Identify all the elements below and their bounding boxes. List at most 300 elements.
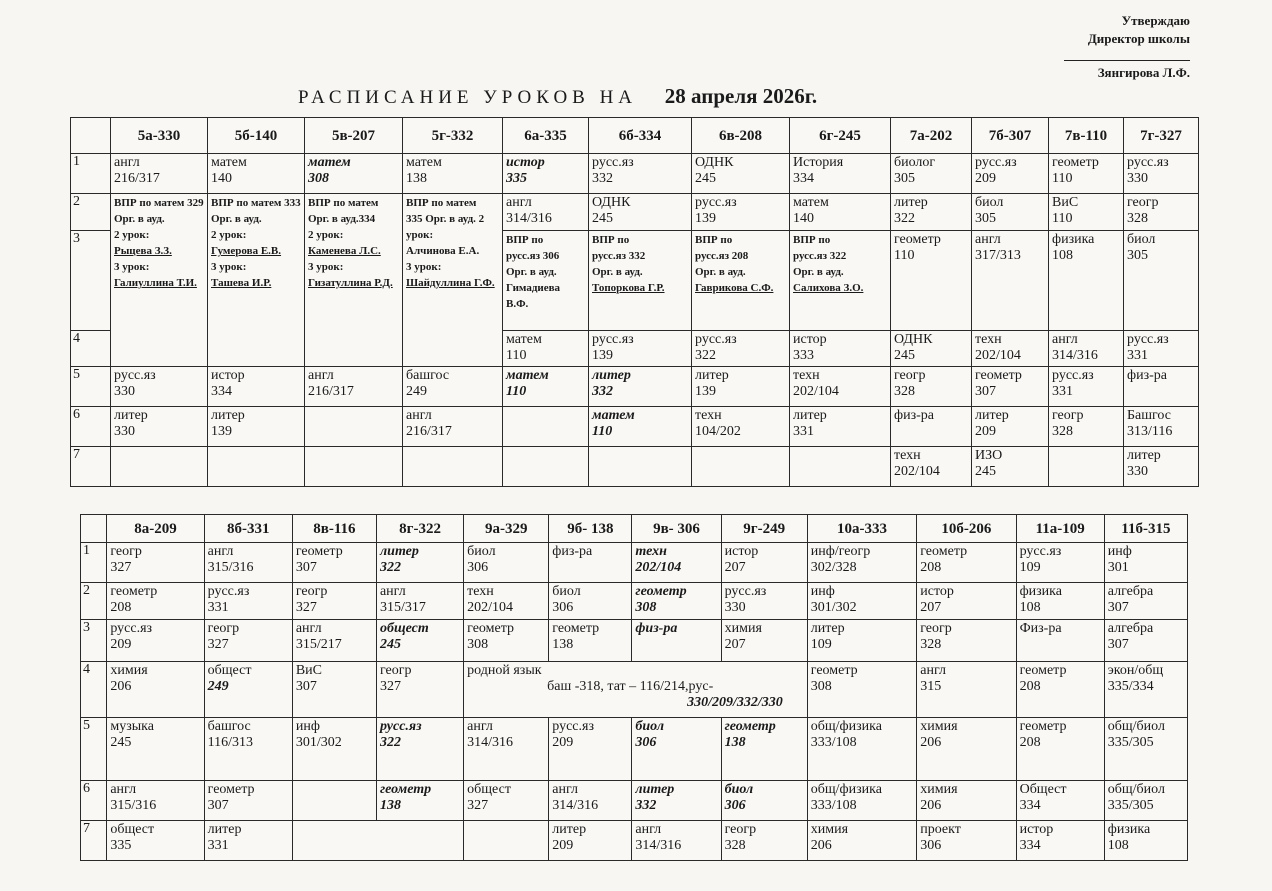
cell-text: геометр (975, 368, 1022, 383)
cell-text: биол (467, 544, 496, 559)
cell-text: 305 (975, 211, 996, 226)
vpr-line: Гимадиева В.Ф. (506, 282, 561, 310)
table-row (81, 781, 1188, 821)
lesson-cell (503, 331, 589, 367)
cell-text: 6 (83, 781, 90, 796)
lesson-cell (107, 718, 204, 781)
lesson-cell (107, 781, 204, 821)
cell-text: 301 (1107, 560, 1129, 575)
cell-text: 315/316 (207, 560, 254, 575)
class-header: 7б-307 (972, 118, 1049, 154)
vpr-cell (790, 231, 891, 331)
cell-text: 301/302 (295, 735, 342, 750)
lesson-cell (632, 583, 721, 620)
lesson-cell (917, 662, 1016, 718)
lesson-cell (204, 781, 292, 821)
table-row (81, 543, 1188, 583)
cell-text: англ (295, 621, 322, 636)
cell-text: истор (1019, 822, 1054, 837)
lesson-number (81, 821, 107, 861)
cell-text: 301/302 (810, 600, 857, 615)
lesson-cell (107, 620, 204, 662)
cell-text: 335 (506, 171, 527, 186)
cell-text: 245 (592, 211, 613, 226)
cell-text: Башгос (1127, 408, 1171, 423)
lesson-number (81, 718, 107, 781)
cell-text: геометр (552, 621, 600, 636)
cell-text: алгебра (1107, 621, 1154, 636)
cell-text: англ (207, 544, 234, 559)
cell-text: 332 (592, 384, 613, 399)
vpr-line: ВПР по матем (406, 197, 477, 209)
cell-text: геогр (110, 544, 142, 559)
cell-text: матем (506, 368, 549, 383)
cell-text: англ (635, 822, 662, 837)
cell-text: 306 (635, 735, 657, 750)
cell-text: 5 (83, 718, 90, 733)
lesson-cell (403, 154, 503, 194)
lesson-cell (807, 662, 916, 718)
vpr-line: Ташева И.Р. (211, 277, 272, 289)
cell-text: русс.яз (695, 332, 737, 347)
cell-text: 202/104 (635, 560, 682, 575)
lesson-cell (549, 781, 632, 821)
cell-text: литер (810, 621, 845, 636)
cell-text: геогр (724, 822, 757, 837)
cell-text: биол (975, 195, 1004, 210)
lesson-cell (917, 543, 1016, 583)
cell-text: англ (308, 368, 334, 383)
cell-text: 330 (114, 384, 135, 399)
cell-text: геогр (207, 621, 240, 636)
class-header: 5а-330 (111, 118, 208, 154)
class-header: 9б- 138 (549, 515, 632, 543)
schedule-table-5-7 (70, 117, 1199, 487)
cell-text: истор (793, 332, 827, 347)
lesson-cell (464, 718, 549, 781)
cell-text: 314/316 (635, 838, 682, 853)
corner-cell (71, 118, 111, 154)
cell-text: 308 (308, 171, 329, 186)
cell-text: 334 (793, 171, 814, 186)
lesson-cell (111, 154, 208, 194)
vpr-line: ВПР по (793, 234, 831, 246)
cell-text: 209 (975, 424, 996, 439)
lesson-cell (721, 583, 807, 620)
cell-text: 245 (110, 735, 132, 750)
cell-text: 313/116 (1127, 424, 1173, 439)
cell-text: русс.яз (114, 368, 156, 383)
cell-text: русс.яз (1127, 332, 1169, 347)
cell-text: 327 (379, 679, 401, 694)
cell-text: 245 (894, 348, 915, 363)
lesson-cell (464, 620, 549, 662)
lesson-cell (721, 781, 807, 821)
cell-text: 331 (207, 838, 229, 853)
lesson-cell (111, 447, 208, 487)
vpr-line: 3 урок: (211, 261, 247, 273)
cell-text: матем (793, 195, 829, 210)
vpr-line: Каменева Л.С. (308, 245, 381, 257)
cell-text: русс.яз (1127, 155, 1169, 170)
cell-text: общ/биол (1107, 719, 1165, 734)
cell-text: 206 (920, 798, 942, 813)
cell-text: 116/313 (207, 735, 254, 750)
lesson-cell (807, 821, 916, 861)
lesson-cell (111, 367, 208, 407)
cell-text: 305 (1127, 248, 1148, 263)
cell-text: 335/334 (1107, 679, 1154, 694)
cell-text: геометр (110, 584, 158, 599)
lesson-number (81, 620, 107, 662)
lesson-cell (1104, 821, 1187, 861)
cell-text: техн (467, 584, 494, 599)
cell-text: геометр (379, 782, 432, 797)
lesson-cell (891, 231, 972, 331)
vpr-line: русс.яз 322 (793, 250, 847, 262)
class-header: 5б-140 (208, 118, 305, 154)
cell-text: литер (1127, 448, 1161, 463)
lesson-cell (917, 583, 1016, 620)
cell-text: 140 (211, 171, 232, 186)
cell-text: 315/217 (295, 637, 342, 652)
cell-text: 328 (724, 838, 746, 853)
cell-text: химия (920, 782, 958, 797)
cell-text: 333/108 (810, 798, 857, 813)
cell-text: башгос (406, 368, 450, 383)
vpr-line: ВПР по матем 333 (211, 197, 301, 209)
lesson-cell (107, 543, 204, 583)
cell-text: матем (308, 155, 351, 170)
cell-text: 209 (110, 637, 132, 652)
cell-text: алгебра (1107, 584, 1154, 599)
cell-text: биол (1127, 232, 1156, 247)
cell-text: 335/305 (1107, 798, 1154, 813)
lesson-cell (1104, 718, 1187, 781)
approval-line1: Утверждаю (1121, 13, 1190, 28)
cell-text: англ (506, 195, 532, 210)
table-row (71, 154, 1199, 194)
lesson-cell (292, 543, 376, 583)
cell-text: 327 (467, 798, 489, 813)
cell-text: русс.яз (379, 719, 422, 734)
table-row (81, 620, 1188, 662)
cell-text: 245 (695, 171, 716, 186)
class-header: 8б-331 (204, 515, 292, 543)
lesson-cell (891, 194, 972, 231)
class-header: 6г-245 (790, 118, 891, 154)
cell-text: 307 (1107, 600, 1129, 615)
cell-text: англ (1052, 332, 1078, 347)
cell-text: инф (1107, 544, 1132, 559)
table-row (71, 367, 1199, 407)
cell-text: русс.яз (975, 155, 1017, 170)
lesson-cell (376, 543, 463, 583)
cell-text: 249 (406, 384, 427, 399)
cell-text: 333 (793, 348, 814, 363)
lesson-cell (891, 407, 972, 447)
cell-text: геогр (894, 368, 926, 383)
cell-text: 207 (724, 560, 746, 575)
cell-text: техн (793, 368, 820, 383)
cell-text: геометр (1019, 663, 1067, 678)
lesson-cell (1124, 407, 1199, 447)
vpr-line: Галиуллина Т.И. (114, 277, 197, 289)
vpr-cell (208, 194, 305, 367)
cell-text: 216/317 (114, 171, 160, 186)
lesson-cell (589, 407, 692, 447)
cell-text: 328 (894, 384, 915, 399)
lesson-cell (1124, 231, 1199, 331)
lesson-cell (1124, 367, 1199, 407)
cell-text: 314/316 (506, 211, 552, 226)
table-row (81, 821, 1188, 861)
cell-text: 322 (894, 211, 915, 226)
lesson-cell (972, 367, 1049, 407)
cell-text: 108 (1052, 248, 1073, 263)
cell-text: 1 (83, 543, 90, 558)
class-header: 5г-332 (403, 118, 503, 154)
cell-text: техн (695, 408, 722, 423)
lesson-cell (403, 447, 503, 487)
table-row (81, 662, 1188, 718)
cell-text: 206 (110, 679, 132, 694)
class-header: 10а-333 (807, 515, 916, 543)
cell-text: литер (592, 368, 631, 383)
cell-text: 202/104 (467, 600, 514, 615)
cell-text: 245 (379, 637, 401, 652)
vpr-line: ВПР по матем (308, 197, 379, 209)
cell-text: 110 (506, 384, 527, 399)
lesson-cell (292, 821, 463, 861)
lesson-cell (376, 781, 463, 821)
cell-text: 139 (695, 211, 716, 226)
vpr-line: Орг. в ауд. (114, 213, 165, 225)
cell-text: 140 (793, 211, 814, 226)
cell-text: 335/305 (1107, 735, 1154, 750)
class-header: 7а-202 (891, 118, 972, 154)
cell-text: 307 (975, 384, 996, 399)
lesson-number: 4 (81, 662, 107, 718)
cell-text: 305 (894, 171, 915, 186)
lesson-cell (376, 718, 463, 781)
cell-text: 207 (920, 600, 942, 615)
lesson-cell (503, 447, 589, 487)
lesson-cell (503, 407, 589, 447)
lesson-cell (292, 718, 376, 781)
cell-text: 139 (695, 384, 716, 399)
director-name: Зянгирова Л.Ф. (1097, 65, 1190, 80)
lesson-number (71, 154, 111, 194)
cell-text: 306 (724, 798, 746, 813)
lesson-cell (1049, 194, 1124, 231)
cell-text: геогр (1052, 408, 1084, 423)
lesson-cell (107, 662, 204, 718)
cell-text: 110 (894, 248, 915, 263)
lesson-cell (692, 331, 790, 367)
cell-text: истор (724, 544, 759, 559)
class-header: 9г-249 (721, 515, 807, 543)
cell-text: 317/313 (975, 248, 1021, 263)
cell-text: матем (592, 408, 635, 423)
lesson-cell (972, 231, 1049, 331)
lesson-cell (589, 447, 692, 487)
cell-text: геометр (1052, 155, 1099, 170)
lesson-cell (549, 583, 632, 620)
lesson-cell (376, 662, 463, 718)
lesson-cell (464, 821, 549, 861)
lesson-cell (972, 447, 1049, 487)
lesson-cell (721, 620, 807, 662)
lesson-cell (790, 154, 891, 194)
cell-text: 110 (1052, 171, 1073, 186)
approval-line2: Директор школы (1087, 31, 1190, 46)
cell-text: англ (467, 719, 493, 734)
cell-text: русс.яз (592, 332, 634, 347)
vpr-line: ВПР по (506, 234, 544, 246)
vpr-line: 335 Орг. в ауд. 2 урок: (406, 213, 485, 241)
lesson-cell (807, 718, 916, 781)
cell-text: 209 (552, 735, 574, 750)
lesson-cell (790, 367, 891, 407)
cell-text: 307 (295, 560, 317, 575)
lesson-cell (1104, 662, 1187, 718)
vpr-line: Шайдуллина Г.Ф. (406, 277, 495, 289)
cell-text: 7 (83, 821, 90, 836)
lesson-cell (1104, 543, 1187, 583)
lesson-cell (305, 367, 403, 407)
class-header: 6а-335 (503, 118, 589, 154)
vpr-line: русс.яз 332 (592, 250, 646, 262)
table-row (81, 583, 1188, 620)
class-header: 10б-206 (917, 515, 1016, 543)
lesson-cell (1124, 194, 1199, 231)
cell-text: истор (506, 155, 545, 170)
cell-text: 245 (975, 464, 996, 479)
cell-text: 315/316 (110, 798, 157, 813)
cell-text: ОДНК (592, 195, 631, 210)
class-header: 8г-322 (376, 515, 463, 543)
lesson-cell (632, 781, 721, 821)
vpr-line: Гизатуллина Р.Д. (308, 277, 393, 289)
lesson-number (71, 407, 111, 447)
cell-text: 138 (406, 171, 427, 186)
cell-text: 108 (1019, 600, 1041, 615)
cell-text: 322 (695, 348, 716, 363)
lesson-cell (790, 447, 891, 487)
cell-text: русс.яз (207, 584, 250, 599)
cell-text: 327 (207, 637, 229, 652)
lesson-number (81, 583, 107, 620)
cell-text: англ (110, 782, 137, 797)
lesson-cell (917, 718, 1016, 781)
cell-text: литер (975, 408, 1009, 423)
cell-text: 308 (810, 679, 832, 694)
cell-text: 306 (552, 600, 574, 615)
cell-text: 331 (1052, 384, 1073, 399)
cell-text: 308 (635, 600, 657, 615)
vpr-line: русс.яз 306 (506, 250, 560, 262)
lesson-cell (632, 543, 721, 583)
lesson-cell (208, 154, 305, 194)
cell-text: 139 (211, 424, 232, 439)
cell-text: геогр (920, 621, 952, 636)
lesson-cell (292, 620, 376, 662)
lesson-cell (403, 367, 503, 407)
lesson-number (71, 367, 111, 407)
cell-text: 330 (114, 424, 135, 439)
cell-text: проект (920, 822, 961, 837)
lesson-cell (692, 407, 790, 447)
cell-text: 328 (920, 637, 942, 652)
cell-text: литер (793, 408, 827, 423)
cell-text: матем (506, 332, 542, 347)
vpr-line: 2 урок: (114, 229, 150, 241)
cell-text: 331 (1127, 348, 1148, 363)
class-header: 9в- 306 (632, 515, 721, 543)
cell-text: 208 (1019, 735, 1041, 750)
lesson-cell (1016, 662, 1104, 718)
cell-text: геогр (295, 584, 328, 599)
cell-text: общест (467, 782, 511, 797)
cell-text: экон/общ (1107, 663, 1164, 678)
cell-text: геометр (207, 782, 255, 797)
class-header: 8в-116 (292, 515, 376, 543)
cell-text: Общест (1019, 782, 1067, 797)
lesson-number: 3 (71, 231, 111, 331)
lesson-cell (790, 407, 891, 447)
lesson-cell (721, 718, 807, 781)
lesson-cell (972, 194, 1049, 231)
vpr-cell (305, 194, 403, 367)
lesson-cell (1016, 583, 1104, 620)
title-date: 28 апреля 2026г. (664, 84, 818, 108)
cell-text: 209 (975, 171, 996, 186)
cell-text: химия (724, 621, 762, 636)
page-title (298, 84, 817, 109)
cell-text: 330 (1127, 464, 1148, 479)
lesson-cell (1049, 154, 1124, 194)
lesson-cell (292, 781, 376, 821)
cell-text: 1 (73, 154, 80, 169)
cell-text: 202/104 (975, 348, 1021, 363)
cell-text: общ/физика (810, 782, 882, 797)
cell-text: инф (295, 719, 320, 734)
cell-text: физ-ра (1127, 368, 1167, 383)
lesson-cell (891, 447, 972, 487)
cell-text: истор (211, 368, 245, 383)
table-row (81, 718, 1188, 781)
cell-text: литер (894, 195, 928, 210)
cell-text: 109 (1019, 560, 1041, 575)
cell-text: История (793, 155, 844, 170)
cell-text: 5 (73, 367, 80, 382)
cell-text: русс.яз (592, 155, 634, 170)
lesson-cell (1124, 154, 1199, 194)
cell-text: матем (211, 155, 247, 170)
cell-text: 104/202 (695, 424, 741, 439)
vpr-line: Топоркова Г.Р. (592, 282, 665, 294)
cell-text: 207 (724, 637, 746, 652)
cell-text: физ-ра (552, 544, 593, 559)
cell-text: биол (635, 719, 665, 734)
class-header: 6б-334 (589, 118, 692, 154)
cell-text: химия (920, 719, 958, 734)
lesson-cell (107, 583, 204, 620)
vpr-line: 3 урок: (308, 261, 344, 273)
cell-text: литер (114, 408, 148, 423)
cell-text: англ (552, 782, 579, 797)
